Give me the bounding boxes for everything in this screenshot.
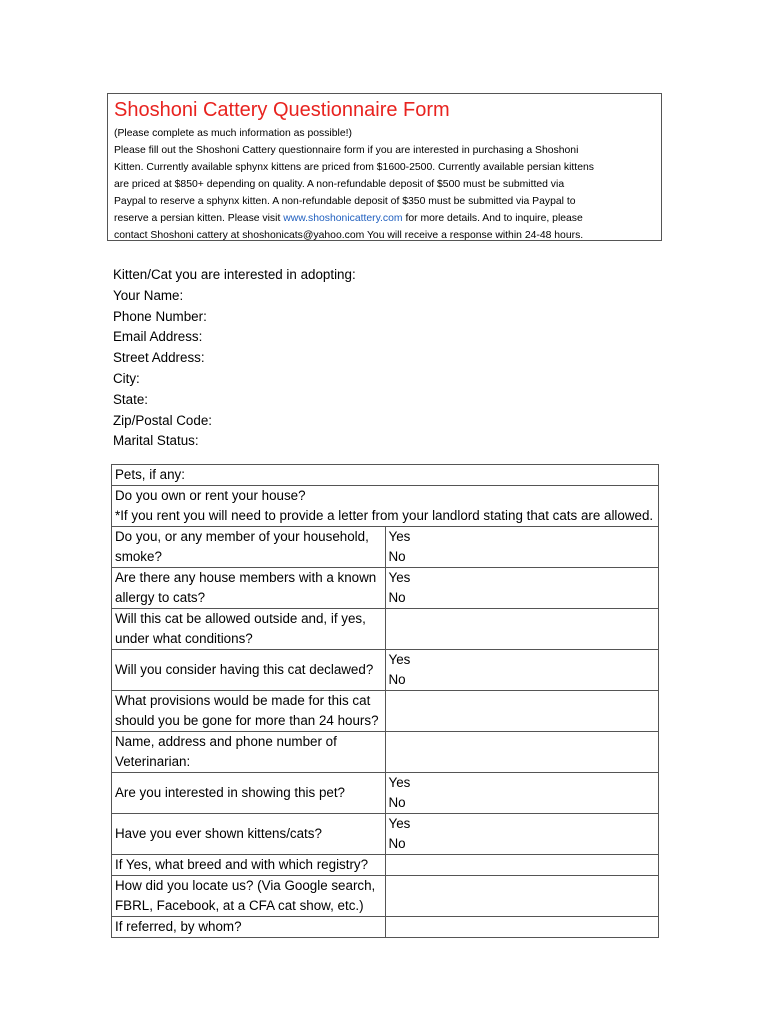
table-row bbox=[112, 650, 659, 691]
intro-line: Paypal to reserve a sphynx kitten. A non-refundable deposit of $350 must be submitted via Paypal to bbox=[114, 196, 576, 207]
table-row bbox=[112, 465, 659, 486]
intro-line: are priced at $850+ depending on quality. A non-refundable deposit of $500 must be submitted via bbox=[114, 179, 565, 190]
question-text: Do you own or rent your house? bbox=[115, 488, 306, 503]
applicant-fields bbox=[113, 265, 356, 452]
table-row bbox=[112, 917, 659, 938]
intro-line bbox=[114, 210, 655, 227]
question-breed-registry: If Yes, what breed and with which registry? bbox=[112, 855, 386, 876]
question-provisions: What provisions would be made for this cat should you be gone for more than 24 hours? bbox=[112, 691, 386, 732]
table-row bbox=[112, 773, 659, 814]
table-row bbox=[112, 732, 659, 773]
yes-option[interactable]: Yes bbox=[388, 775, 411, 790]
rent-note: *If you rent you will need to provide a letter from your landlord stating that cats are allowed. bbox=[115, 508, 654, 523]
form-title: Shoshoni Cattery Questionnaire Form bbox=[114, 99, 450, 121]
question-own-rent bbox=[112, 486, 659, 527]
table-row bbox=[112, 527, 659, 568]
answer-cell[interactable] bbox=[385, 691, 659, 732]
table-row bbox=[112, 814, 659, 855]
field-name: Your Name: bbox=[113, 287, 184, 303]
intro-text: for more details. And to inquire, please bbox=[402, 213, 583, 224]
field-zip: Zip/Postal Code: bbox=[113, 412, 212, 428]
yes-no-answer[interactable] bbox=[385, 814, 659, 855]
intro-line: Please fill out the Shoshoni Cattery questionnaire form if you are interested in purchasing a Shoshoni bbox=[114, 145, 579, 156]
intro-text: reserve a persian kitten. Please visit bbox=[114, 213, 284, 224]
intro-box bbox=[107, 93, 662, 241]
no-option[interactable]: No bbox=[388, 549, 406, 564]
question-pets: Pets, if any: bbox=[112, 465, 659, 486]
field-state: State: bbox=[113, 391, 148, 407]
table-row bbox=[112, 609, 659, 650]
yes-no-answer[interactable] bbox=[385, 773, 659, 814]
question-locate: How did you locate us? (Via Google search, FBRL, Facebook, at a CFA cat show, etc.) bbox=[112, 876, 386, 917]
question-allergy: Are there any house members with a known allergy to cats? bbox=[112, 568, 386, 609]
table-row bbox=[112, 876, 659, 917]
question-showing: Are you interested in showing this pet? bbox=[112, 773, 386, 814]
field-email: Email Address: bbox=[113, 329, 203, 345]
field-street: Street Address: bbox=[113, 350, 205, 366]
no-option[interactable]: No bbox=[388, 795, 406, 810]
answer-cell[interactable] bbox=[385, 917, 659, 938]
yes-option[interactable]: Yes bbox=[388, 570, 411, 585]
question-smoke: Do you, or any member of your household, smoke? bbox=[112, 527, 386, 568]
yes-no-answer[interactable] bbox=[385, 650, 659, 691]
yes-no-answer[interactable] bbox=[385, 568, 659, 609]
field-kitten-interest: Kitten/Cat you are interested in adopting: bbox=[113, 267, 356, 282]
field-marital-status: Marital Status: bbox=[113, 433, 199, 449]
question-outside: Will this cat be allowed outside and, if yes, under what conditions? bbox=[112, 609, 386, 650]
table-row bbox=[112, 691, 659, 732]
answer-cell[interactable] bbox=[385, 609, 659, 650]
website-link[interactable]: www.shoshonicattery.com bbox=[283, 213, 403, 224]
yes-option[interactable]: Yes bbox=[388, 529, 411, 544]
no-option[interactable]: No bbox=[388, 590, 406, 605]
yes-option[interactable]: Yes bbox=[388, 652, 411, 667]
field-phone: Phone Number: bbox=[113, 308, 207, 324]
question-declawed: Will you consider having this cat declawed? bbox=[112, 650, 386, 691]
yes-option[interactable]: Yes bbox=[388, 816, 411, 831]
question-veterinarian: Name, address and phone number of Veterinarian: bbox=[112, 732, 386, 773]
questionnaire-table bbox=[111, 464, 659, 938]
question-referred: If referred, by whom? bbox=[112, 917, 386, 938]
answer-cell[interactable] bbox=[385, 855, 659, 876]
intro-line: (Please complete as much information as possible!) bbox=[114, 128, 352, 139]
table-row bbox=[112, 568, 659, 609]
answer-cell[interactable] bbox=[385, 876, 659, 917]
answer-cell[interactable] bbox=[385, 732, 659, 773]
field-city: City: bbox=[113, 370, 140, 386]
table-row bbox=[112, 486, 659, 527]
table-row bbox=[112, 855, 659, 876]
intro-line: contact Shoshoni cattery at shoshonicats@yahoo.com You will receive a response within 24-48 hours. bbox=[114, 230, 584, 241]
yes-no-answer[interactable] bbox=[385, 527, 659, 568]
no-option[interactable]: No bbox=[388, 672, 406, 687]
question-shown: Have you ever shown kittens/cats? bbox=[112, 814, 386, 855]
intro-line: Kitten. Currently available sphynx kittens are priced from $1600-2500. Currently available persian kittens bbox=[114, 162, 594, 173]
no-option[interactable]: No bbox=[388, 836, 406, 851]
